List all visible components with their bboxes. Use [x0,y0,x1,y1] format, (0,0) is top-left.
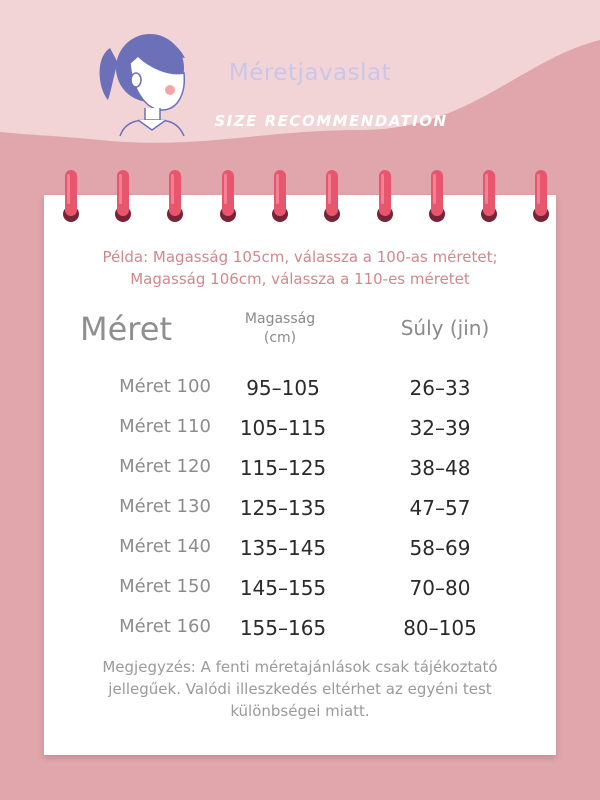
binder-ring-icon [428,168,446,226]
disclaimer-note [64,656,536,722]
table-row [0,376,600,406]
size-cell: Méret 120 [119,456,211,477]
binder-ring-icon [166,168,184,226]
size-cell: Méret 160 [119,616,211,637]
example-line-1: Példa: Magasság 105cm, válassza a 100-as méretet; [102,248,498,266]
weight-cell: 80–105 [403,616,477,640]
binder-ring-icon [219,168,237,226]
height-cell: 155–165 [239,616,327,640]
binder-ring-icon [271,168,289,226]
weight-cell: 70–80 [409,576,471,600]
height-cell: 95–105 [246,376,320,400]
table-row [0,616,600,646]
note-line-2: jellegűek. Valódi illeszkedés eltérhet az egyéni test [108,680,492,698]
table-row [0,536,600,566]
table-row [0,456,600,486]
note-line-3: különbségei miatt. [230,702,370,720]
binder-ring-icon [62,168,80,226]
header-weight: Súly (jin) [400,316,490,340]
binder-ring-icon [323,168,341,226]
height-cell: 115–125 [239,456,327,480]
binder-ring-icon [480,168,498,226]
height-cell: 135–145 [239,536,327,560]
table-row [0,416,600,446]
size-cell: Méret 150 [119,576,211,597]
weight-cell: 58–69 [409,536,471,560]
header-height [220,310,340,348]
table-row [0,576,600,606]
size-cell: Méret 140 [119,536,211,557]
header-size: Méret [80,310,172,348]
weight-cell: 26–33 [409,376,471,400]
size-cell: Méret 130 [119,496,211,517]
page-title: Méretjavaslat [228,60,392,86]
weight-cell: 47–57 [409,496,471,520]
height-cell: 125–135 [239,496,327,520]
height-cell: 145–155 [239,576,327,600]
table-row [0,496,600,526]
height-cell: 105–115 [239,416,327,440]
binder-ring-icon [114,168,132,226]
weight-cell: 32–39 [409,416,471,440]
header-height-label: Magasság [244,311,316,327]
example-line-2: Magasság 106cm, válassza a 110-es méretet [130,270,470,288]
header-height-unit: (cm) [263,330,297,346]
example-text [44,246,556,290]
weight-cell: 38–48 [409,456,471,480]
size-cell: Méret 110 [119,416,211,437]
note-line-1: Megjegyzés: A fenti méretajánlások csak tájékoztató [102,658,498,676]
size-cell: Méret 100 [119,376,211,397]
binder-ring-icon [532,168,550,226]
binder-ring-icon [376,168,394,226]
page-subtitle: SIZE RECOMMENDATION [214,112,448,130]
girl-avatar-icon [90,18,200,138]
